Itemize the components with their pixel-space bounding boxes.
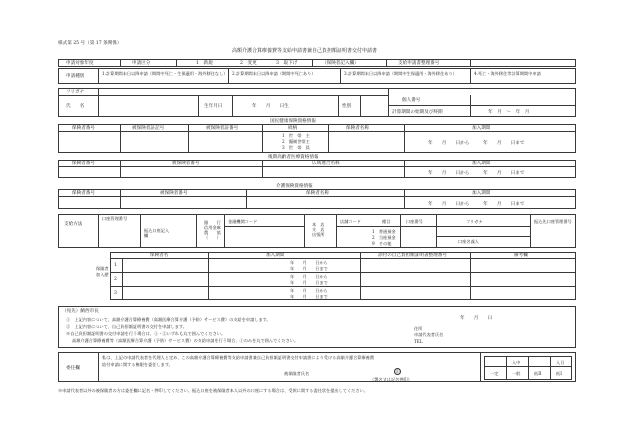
history-to[interactable]: 年 月 日まで — [290, 280, 328, 285]
history-cert-header: 添付の自己負担額証明書整理番号 — [378, 253, 447, 258]
bank-type-options[interactable]: 銀 行 信用金庫 農 協 （ ） — [204, 220, 221, 240]
koki-insured-no-label: 被保険者番号 — [172, 161, 200, 166]
kokuho-section-title: 国民健康保険資格情報 — [270, 119, 316, 124]
history-insurer-header: 保険者名 — [150, 253, 169, 258]
continuity-option-2[interactable]: 2 擬制世帯主 — [282, 139, 310, 144]
applicant-year-label: 申請対象年度 — [66, 61, 94, 66]
kaigo-join-value[interactable]: 年 月 日から 年 月 日まで — [428, 202, 525, 207]
declaration-date[interactable]: 年 月 日 — [460, 316, 493, 321]
delegation-label: 委任欄 — [66, 366, 80, 371]
delegation-text-1: 私は、上記の申請代表者を代理人と定め、この高額介護合算療養費等支給申請書兼自己負担額証明書交付申請書により受ける高額介護合算療養費 — [102, 355, 375, 360]
declaration-note-2: 高額介護合算療養費等（高額医療合算介護（予防）サービス費）の支給申請を行う場合、①のみを丸で囲んでください。 — [72, 338, 299, 343]
income-box-in: 入中 — [512, 360, 521, 365]
income-cell: 低Ⅰ — [556, 371, 562, 376]
transfer-management-label: 振込先口座管理番号 — [534, 219, 572, 224]
kind-option-2[interactable]: 2 当座預金 — [372, 235, 396, 240]
tel-label: TEL — [414, 339, 423, 344]
bank-code-label: 金融機関コード — [228, 219, 258, 224]
category-option-change[interactable]: 2 変更 — [240, 61, 257, 66]
kaigo-insurer-name-label: 保険者名称 — [306, 191, 329, 196]
birth-value[interactable]: 年 月 日生 — [252, 104, 289, 109]
kaigo-insurer-no-label: 保険者番号 — [72, 191, 95, 196]
kokuho-insurer-name-label: 保険者名称 — [346, 126, 369, 131]
kokuho-join-value[interactable]: 年 月 日から 年 月 日まで — [428, 141, 525, 146]
account-management-label: 口座管理番号 — [102, 216, 128, 221]
reason-option-4[interactable]: 4.死亡・海外移住等計算期間中申請 — [474, 71, 541, 76]
address-label: 住所 — [414, 326, 423, 331]
period-label: 計算期間の始期及び終期 — [392, 110, 443, 115]
kokuho-insurer-no-label: 保険者番号 — [72, 126, 95, 131]
period-value[interactable]: 年 月 ～ 年 月 — [488, 110, 530, 115]
history-row-number: 3 — [114, 291, 117, 296]
history-label: 保険者 加入歴 — [96, 266, 109, 277]
transfer-account-label: 振込口座記入欄 — [144, 228, 170, 238]
insured-name-label: 被保険者氏名 — [284, 371, 310, 376]
account-holder-label: 口座名義人 — [458, 239, 479, 244]
holder-furigana-label: フリガナ — [466, 219, 483, 224]
seal-note: （署名又は記名押印） — [370, 377, 412, 382]
personal-number-label: 個人番号 — [402, 98, 421, 103]
income-cell: 一定 — [490, 371, 499, 376]
delegation-text-2: 給付申請に関する権限を委任します。 — [102, 362, 173, 367]
category-label: 申請区分 — [132, 61, 151, 66]
declaration-note-1: ※自己負担額証明書の交付申請を行う場合は、①・②いずれも丸で囲んでください。 — [66, 331, 226, 336]
sex-label: 性別 — [342, 104, 352, 109]
kokuho-symbol-label: 被保険者証記号 — [132, 126, 165, 131]
kind-option-1[interactable]: 1 普通預金 — [372, 229, 396, 234]
koki-section-title: 後期高齢者医療資格情報 — [268, 155, 319, 160]
history-row-number: 2 — [114, 277, 117, 282]
seal-icon: 印 — [395, 369, 400, 374]
income-cell: 一般 — [512, 371, 521, 376]
kaigo-join-label: 加入期間 — [472, 191, 491, 196]
koki-join-value[interactable]: 年 月 日から 年 月 日まで — [428, 171, 525, 176]
category-option-new[interactable]: 1 新規 — [196, 61, 213, 66]
history-from[interactable]: 年 月 日から — [290, 260, 328, 265]
branch-type-options[interactable]: 本 店 支 店 出張所 — [312, 222, 325, 237]
kokuho-continuity-label: 続柄 — [288, 126, 298, 131]
history-row-number: 1 — [114, 263, 117, 268]
reason-option-1[interactable]: 1.計算期間末日以降申請（期間中死亡・生保適用・海外移住なし） — [102, 71, 228, 76]
category-option-withdraw[interactable]: 3 取下げ — [276, 61, 298, 66]
representative-name-label: 申請代表者氏名 — [414, 332, 444, 337]
koki-insurer-no-label: 保険者番号 — [72, 161, 95, 166]
payment-number-label: 支給申請書整理番号 — [398, 61, 440, 66]
birth-label: 生年月日 — [204, 104, 223, 109]
income-box-out: 入日 — [556, 360, 565, 365]
footnote: ※申請代表者以外の被保険者の方は委任欄に記名・押印してください。振込口座を被保険者本人以外の口座にする場合は、受領に関する委任状を提出してください。 — [58, 388, 368, 393]
history-to[interactable]: 年 月 日まで — [290, 294, 328, 299]
koki-join-label: 加入期間 — [472, 161, 491, 166]
history-from[interactable]: 年 月 日から — [290, 274, 328, 279]
insurer-memo-label: （保険者記入欄） — [322, 61, 359, 66]
payment-method-label: 支給方法 — [64, 222, 83, 227]
addressee: （宛先）鯖西市長 — [62, 309, 99, 314]
branch-code-label: 店舗コード — [340, 219, 361, 224]
kaigo-insured-no-label: 被保険者番号 — [160, 191, 188, 196]
koki-union-label: 広域連合名称 — [312, 161, 340, 166]
kokuho-insured-no-label: 被保険者証番号 — [206, 126, 239, 131]
declaration-2[interactable]: ② 上記内容について、自己負担額証明書の交付を申請します。 — [66, 324, 187, 329]
history-note-header: 備考欄 — [514, 253, 528, 258]
reason-option-3[interactable]: 3.計算期間末日以降申請（期間中生保適用・海外移住あり） — [344, 71, 457, 76]
furigana-label: フリガナ — [66, 90, 85, 95]
continuity-option-1[interactable]: 1 世 帯 主 — [282, 133, 310, 138]
form-number: 様式第 25 号（第 17 条関係） — [58, 41, 122, 46]
kaigo-section-title: 介護保険資格情報 — [276, 184, 313, 189]
history-period-header: 加入期間 — [266, 253, 285, 258]
income-cell: 低Ⅱ — [534, 371, 542, 376]
history-to[interactable]: 年 月 日まで — [290, 266, 328, 271]
kokuho-join-label: 加入期間 — [472, 126, 491, 131]
continuity-option-3[interactable]: 3 世 帯 員 — [282, 145, 310, 150]
reason-label: 申請種別 — [66, 74, 85, 79]
form-title: 高額介護合算療養費等支給申請書兼自己負担額証明書交付申請書 — [232, 48, 378, 54]
declaration-1[interactable]: ① 上記内容について、高額介護合算療養費（高額医療合算介護（予防）サービス費）の支給を申請します。 — [66, 317, 271, 322]
kind-option-9[interactable]: 9 その他 — [372, 241, 392, 246]
account-number-label: 口座番号 — [406, 219, 423, 224]
reason-option-2[interactable]: 2.計算期間末日以降申請（期間中死亡あり） — [232, 71, 316, 76]
name-label: 氏 名 — [66, 104, 85, 109]
history-table — [110, 252, 576, 300]
account-kind-label: 種目 — [382, 219, 391, 224]
history-from[interactable]: 年 月 日から — [290, 288, 328, 293]
